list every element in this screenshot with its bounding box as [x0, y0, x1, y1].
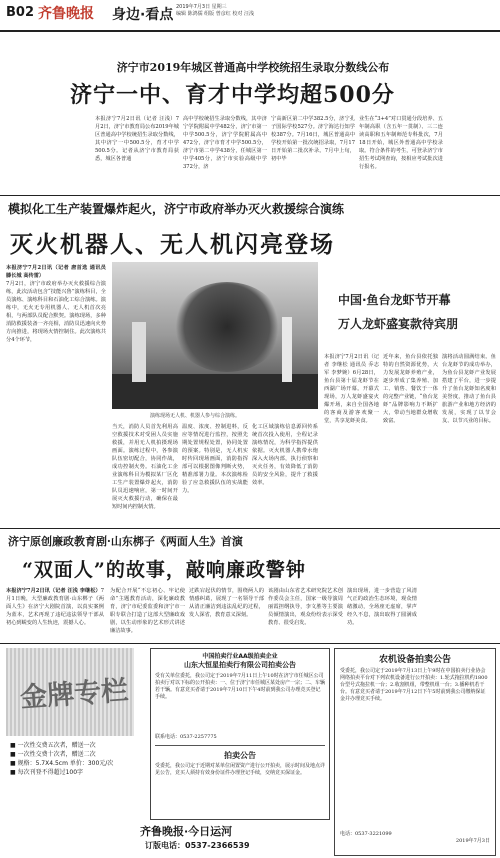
footer-phone: 订版电话：0537-2366539 [145, 841, 250, 850]
story2-column-2b: 温度、浓度、控制进料，反应等情况进行监控，按照先期处置规程处置，协同处置的预案。特别是，无人机实时传回现场画面，消防指挥部可以根据图像判断火势，精准部署力量。本次演练检验了应急救援队伍的实战能力。 [182, 424, 248, 494]
editor-credits: 编辑 陈鸿儒 组版 曾彦红 校对 汪浅 [176, 11, 254, 17]
story2-kicker: 模拟化工生产装置爆炸起火，济宁市政府举办灭火救援综合演练 [8, 202, 345, 216]
auction-contact: 联系电话：0537-2257775 [155, 734, 217, 740]
story3-divider [0, 643, 500, 644]
story1-column-4: 业生在“3+4”对口贯通分段培养、五年制高职（含五年一贯制）、三二连读高职和五年制师范专科批次，7月18日开始，城区外普通高中学校录取。符合条件的考生，可登录济宁市招生考试网查询，按相应考试批次进行报名。 [359, 116, 443, 170]
auction-notice-title: 拍卖公告 [224, 750, 256, 760]
story1-divider [0, 195, 500, 196]
story3-headline: “双面人”的故事，敲响廉政警钟 [22, 559, 306, 581]
footer-brand: 齐鲁晚报·今日运河 [140, 825, 233, 838]
story3-column-4: 该剧由山东省艺术研究院艺术创作委员会主任，国家一级导演周丽霞担纲执导，李文胜等主要演员倾情演出，观众纷纷表示深受教育、很受启发。 [268, 588, 343, 626]
auction-notice [150, 648, 330, 820]
photo-tower-left [132, 322, 146, 382]
story1-column-2: 高中学校统招生录取分数线，其中济宁学院附属中学482分，济宁市第一中学500.5分，济宁学院附属高中472分，济宁市育才中学500.5分，济宁市第二中学438分，任城区第一中学405分，济宁市实验高级中学372分，济 [183, 116, 267, 170]
newspaper-logo: 齐鲁晚报 [38, 6, 94, 22]
jinpai-title: 金牌专栏 [19, 675, 130, 714]
masthead [0, 0, 500, 30]
story3-column-3: 过跌宕起伏的情节，围绕两人的情感纠葛，展现了一名领导干部从清正廉洁到违法乱纪的过程，发人深省，教育意义深刻。 [189, 588, 264, 618]
story2-divider [0, 528, 500, 529]
story2-column-1 [6, 264, 106, 524]
machinery-title: 农机设备拍卖公告 [378, 655, 451, 665]
edition-meta [176, 4, 254, 18]
jinpai-term-3: ■ 规格：5.7X4.5cm 单价：300元/次 [10, 760, 114, 767]
crayfish-column-1: 本报济宁7月2日讯（记者 李继松 通讯员 乔志军 李梦婉）6月28日，鱼台县第十届龙虾节在西湖广场开幕。开幕式现场，万人龙虾盛宴火爆开场，来自全国各地的客商及游客欢聚一堂，共享龙虾美食。 [324, 354, 379, 424]
section-title: 身边·看点 [112, 7, 174, 23]
story1-column-1: 本报济宁7月2日讯（记者 汪浅）7月2日，济宁市教育局公布2019年城区普通高中学校统招生录取分数线，其中济宁一中500.5分，育才中学500.5分。记者从济宁市教育局获悉，城区各普通 [95, 116, 179, 162]
header-divider [0, 30, 500, 32]
jinpai-term-4: ■ 每次刊登不得超过100字 [10, 769, 84, 776]
crayfish-kicker: 中国·鱼台龙虾节开幕 [338, 293, 451, 307]
auction-body: 受有关单位委托，我公司定于2019年7月11日上午10时在济宁市任城区公司拍卖厅对以下标的公开拍卖：一、位于济宁市任城区某处房产一宗；二、车辆若干辆。有意竞买者请于2019年7月10日下午4时前到我公司办理竞买登记手续。 [155, 673, 326, 700]
jinpai-terms [10, 741, 138, 777]
smoke-plume [172, 282, 282, 372]
crayfish-headline: 万人龙虾盛宴款待宾朋 [338, 317, 459, 331]
drill-photo [112, 262, 318, 409]
story1-headline: 济宁一中、育才中学均超500分 [70, 82, 395, 108]
auction-title: 山东大恒星拍卖行有限公司拍卖公告 [184, 660, 296, 669]
photo-tower-right [282, 317, 292, 382]
story2-byline: 本报济宁7月2日讯（记者 唐首选 通讯员 滕长城 高传雷） [6, 265, 106, 279]
story1-kicker: 济宁市2019年城区普通高中学校统招生录取分数线公布 [116, 61, 390, 74]
story2-column-2c: 化工区域演练信息源回传系统首次投入使用，全程记录演练情况，为科学指挥提供依据。灭火机器人携带水炮深入火场内部，执行侦察和灭火任务，有效降低了消防员的安全风险，提升了救援效率。 [252, 424, 318, 486]
auction-separator [155, 745, 325, 746]
story3-column-1 [6, 587, 104, 637]
story2-headline: 灭火机器人、无人机闪亮登场 [10, 231, 335, 258]
story3-byline: 本报济宁7月2日讯（记者 汪浅 李继松） [6, 588, 101, 594]
story3-column-5: 演出现场，进一步营造了风清气正的政治生态环境，观众情绪激动，全场座无虚席，掌声经久不息，演出取得了圆满成功。 [347, 588, 417, 626]
crayfish-column-3: 演将活动圆满结束。鱼台龙虾节的成功举办，为鱼台县龙虾产业发展搭建了平台，进一步提升了鱼台龙虾知名度和美誉度，推动了鱼台县旅游产业和地方经济的发展，实现了以节会友、以节兴业的目标。 [442, 354, 496, 424]
story2-column-2a: 当天，消防人员首先利用高空救援技术对受困人员实施救援，并用无人机拍摄现场画面。演练过程中，各参演队伍密切配合，协同作战，成功控制火势。石油化工企业演练科目为模拟某厂区化工生产装置爆炸起火，消防队员迅速响应，第一时间开展灭火救援行动，确保在最短时间内控制火情。 [112, 424, 178, 510]
story2-column-1-text: 7月2日，济宁市政府举办灭火救援综合演练，此次活动包含“技能兴鲁”演练科目，全员演练、演练科目和石油化工综合演练。演练中，无火无专用机器人、无人机首次亮相，与两部队员配合默契。演练现场，多种消防救援装备一齐亮相，消防员迅速向火势方向推进，将现场火情控制住。此次演练共分4个环节， [6, 281, 106, 343]
edition-date: 2019年7月3日 星期三 [176, 4, 227, 10]
auction-org: 中国拍卖行业AA级拍卖企业 [202, 653, 278, 660]
machinery-contact: 电话：0537-3221099 [340, 831, 392, 837]
machinery-body: 受委托，我公司定于2019年7月13日上午9时在中国拍卖行业协会网络拍卖平台对下列农机设备进行公开拍卖：1.轮式拖拉机约1800台型号式拖拉机一台；2.收割机组，带整机组一台；3.播种机若干台。有意竞买者请于2019年7月12日下午5时前到我公司缴纳保证金并办理竞买手续。 [340, 668, 488, 702]
crayfish-column-2: 近年来，鱼台县依托独特的自然资源优势，大力发展龙虾养殖产业，逐步形成了集养殖、加工、销售、餐饮于一体的完整产业链，“鱼台龙虾”品牌影响力不断扩大，带动当地群众增收致富。 [383, 354, 438, 424]
jinpai-term-1: ■ 一次性交费五次者，赠送一次 [10, 742, 96, 749]
jinpai-term-2: ■ 一次性交费十次者，赠送二次 [10, 751, 96, 758]
story3-kicker: 济宁原创廉政教育剧·山东梆子《两面人生》首演 [8, 535, 243, 548]
photo-caption: 演练现场无人机、机器人参与综合演练。 [150, 413, 241, 419]
story3-column-2: 为配合开展“不忘初心、牢记使命”主题教育活动，深化廉政教育，济宁市纪委监委和济宁市一职专联合打造了这部大型廉政戏剧，以生动形象的艺术形式讲述廉洁故事。 [110, 588, 185, 634]
machinery-notice [334, 648, 496, 856]
jinpai-banner [6, 648, 134, 736]
story1-column-3: 宁高新区第二中学382.5分，济宁孔子国际学校527分。济宁海达行知学校387分。7月16日，城区普通高中学校开始第一批次统招录取，7月17日开始第二批次补录。7月中上旬，初中毕 [271, 116, 355, 162]
auction-notice-body: 受委托，我公司定于近期对某单位闲置资产进行公开拍卖，展示时间及地点详见公告，竞买人须持有效身份证件办理登记手续，交纳竞买保证金。 [155, 763, 326, 776]
machinery-date: 2019年7月3日 [455, 838, 490, 844]
story3-column-1-text: 7月1日晚，大型廉政教育剧·山东梆子《两面人生》在济宁大剧院首演，以真实案例为蓝本，艺术再现了违纪违法领导干部从初心到蜕变的人生轨迹，震撼人心。 [6, 588, 104, 626]
page-number: B02 [6, 5, 34, 20]
